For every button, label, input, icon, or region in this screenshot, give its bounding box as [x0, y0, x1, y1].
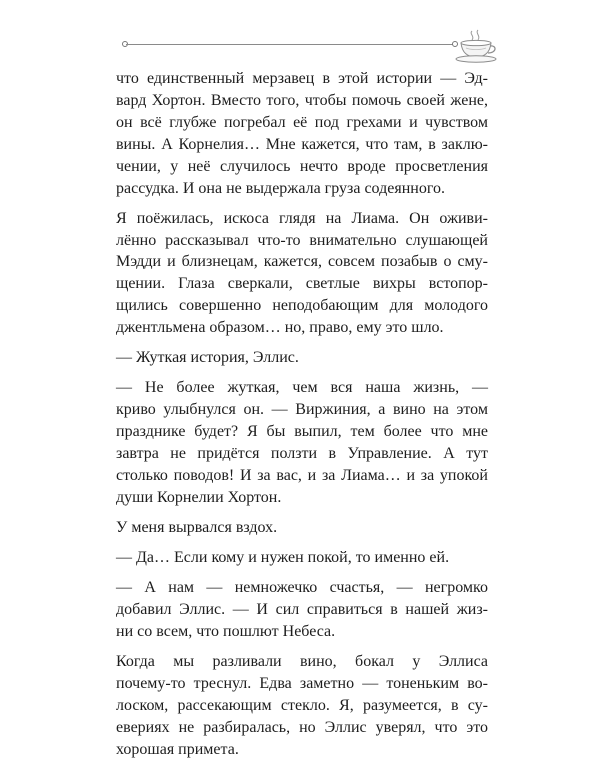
text-line: джентльмена образом… но, право, ему это шло. — [116, 319, 444, 337]
teacup-icon — [452, 28, 500, 64]
paragraph — [116, 68, 488, 199]
text-line: — Жуткая история, Эллис. — [116, 349, 299, 367]
page-header-ornament — [120, 28, 496, 64]
text-line: добавил Эллис. — И сил справиться в нашей жиз- — [116, 601, 488, 619]
text-line: рассудка. И она не выдержала груза содеянного. — [116, 179, 445, 197]
text-line: он всё глубже погребал её под грехами и чувством — [116, 113, 488, 131]
body-text — [116, 68, 488, 761]
text-line: — Да… Если кому и нужен покой, то именно ей. — [116, 549, 450, 567]
text-line: лённо рассказывал что-то внимательно слушающей — [116, 231, 488, 249]
text-line: У меня вырвался вздох. — [116, 518, 278, 536]
text-line: Я поёжилась, искоса глядя на Лиама. Он оживи- — [116, 209, 488, 227]
text-line: евериях не разбиралась, но Эллис уверял, что это — [116, 718, 488, 736]
paragraph — [116, 577, 488, 643]
text-line: вины. А Корнелия… Мне кажется, что там, в заклю- — [116, 135, 488, 153]
text-line: — А нам — немножечко счастья, — негромко — [116, 579, 488, 597]
text-line: что единственный мерзавец в этой истории — Эд- — [116, 70, 488, 87]
paragraph — [116, 208, 488, 339]
text-line: почему-то треснул. Едва заметно — тоненьким во- — [116, 674, 488, 692]
text-line: щились совершенно неподобающим для молодого — [116, 297, 488, 315]
text-line: празднике будет? Я бы выпил, тем более что мне — [116, 423, 488, 441]
text-line: чении, у неё случилось нечто вроде просветления — [116, 157, 488, 175]
text-line: Когда мы разливали вино, бокал у Эллиса — [116, 653, 488, 671]
text-line: столько поводов! И за вас, и за Лиама… и за упокой — [116, 466, 488, 484]
paragraph — [116, 651, 488, 761]
text-line: щении. Глаза сверкали, светлые вихры встопор- — [116, 275, 488, 293]
ornament-rule — [126, 44, 456, 45]
text-line: лоском, рассекающим стекло. Я, разумеется, в су- — [116, 696, 488, 714]
paragraph — [116, 347, 488, 369]
paragraph — [116, 517, 488, 539]
paragraph — [116, 547, 488, 569]
text-line: криво улыбнулся он. — Виржиния, а вино на этом — [116, 401, 488, 419]
text-line: вард Хортон. Вместо того, чтобы помочь своей жене, — [116, 91, 488, 109]
paragraph — [116, 377, 488, 508]
text-line: — Не более жуткая, чем вся наша жизнь, — — [116, 379, 488, 397]
text-line: души Корнелии Хортон. — [116, 488, 282, 506]
text-line: завтра не придётся ползти в Управление. А тут — [116, 445, 488, 463]
text-line: Мэдди и близнецам, кажется, совсем позабыв о сму- — [116, 253, 488, 271]
text-line: ни со всем, что пошлют Небеса. — [116, 622, 336, 640]
text-line: хорошая примета. — [116, 740, 239, 758]
